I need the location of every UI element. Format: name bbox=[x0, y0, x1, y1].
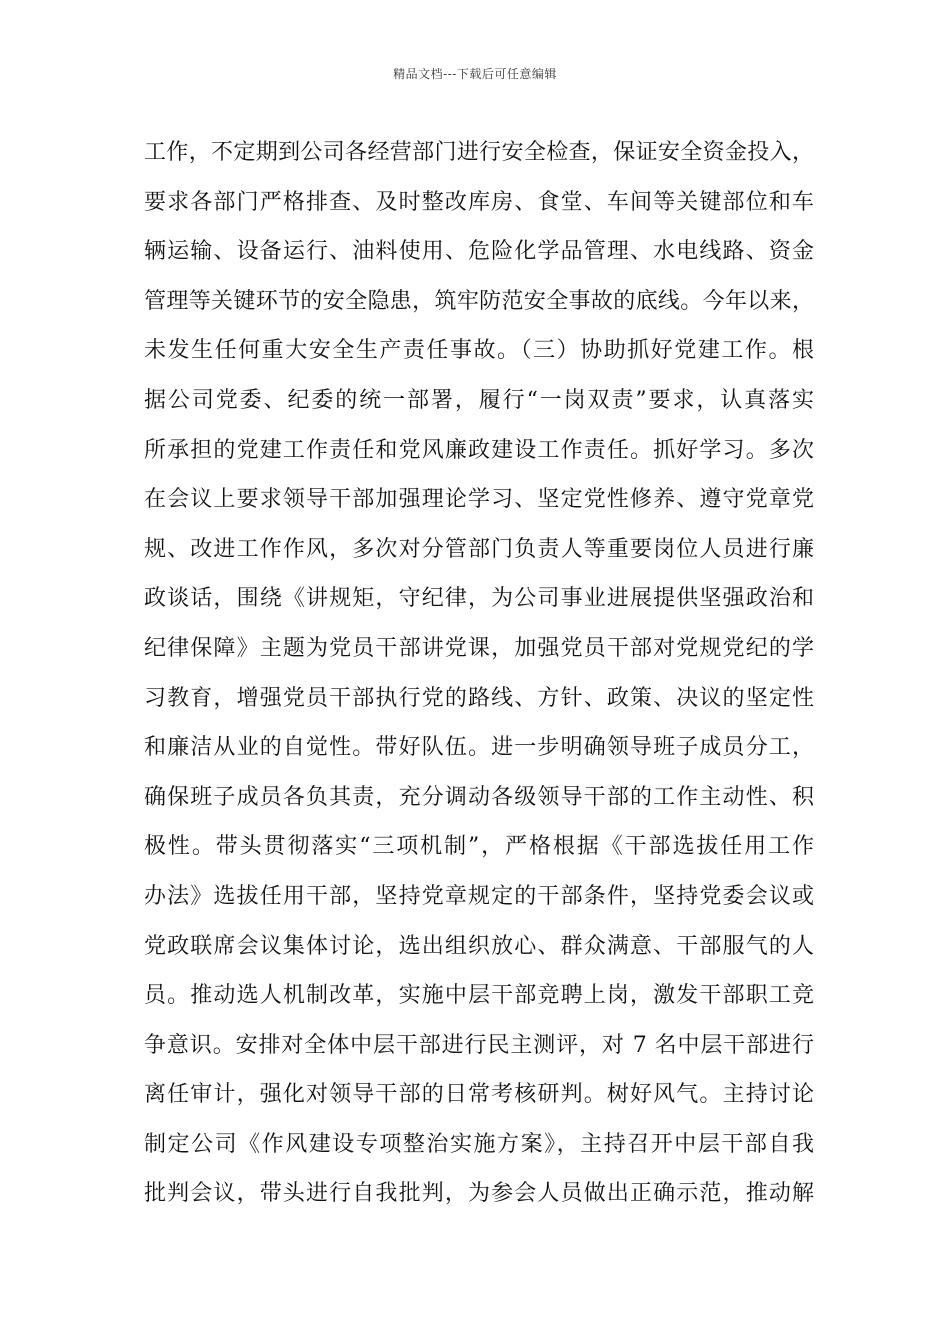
text-line: 批判会议，带头进行自我批判，为参会人员做出正确示范，推动解 bbox=[144, 1181, 814, 1207]
page-header: 精品文档---下载后可任意编辑 bbox=[393, 67, 557, 81]
text-line: 党政联席会议集体讨论，选出组织放心、群众满意、干部服气的人 bbox=[144, 933, 814, 959]
text-line: 争意识。安排对全体中层干部进行民主测评，对 7 名中层干部进行 bbox=[144, 1032, 814, 1058]
text-line: 纪律保障》主题为党员干部讲党课，加强党员干部对党规党纪的学 bbox=[144, 635, 814, 661]
text-line: 制定公司《作风建设专项整治实施方案》，主持召开中层干部自我 bbox=[144, 1131, 814, 1157]
text-line: 和廉洁从业的自觉性。带好队伍。进一步明确领导班子成员分工， bbox=[144, 735, 814, 761]
text-line: 员。推动选人机制改革，实施中层干部竞聘上岗，激发干部职工竞 bbox=[144, 983, 814, 1009]
text-line: 要求各部门严格排查、及时整改库房、食堂、车间等关键部位和车 bbox=[144, 189, 814, 215]
text-line: 未发生任何重大安全生产责任事故。（三）协助抓好党建工作。根 bbox=[144, 338, 814, 364]
text-line: 工作，不定期到公司各经营部门进行安全检查，保证安全资金投入， bbox=[144, 140, 814, 165]
text-line: 习教育，增强党员干部执行党的路线、方针、政策、决议的坚定性 bbox=[144, 685, 814, 711]
text-line: 在会议上要求领导干部加强理论学习、坚定党性修养、遵守党章党 bbox=[144, 487, 814, 513]
text-line: 办法》选拔任用干部，坚持党章规定的干部条件，坚持党委会议或 bbox=[144, 883, 814, 909]
body-text bbox=[144, 128, 814, 1219]
text-line: 确保班子成员各负其责，充分调动各级领导干部的工作主动性、积 bbox=[144, 784, 814, 810]
text-line: 规、改进工作作风，多次对分管部门负责人等重要岗位人员进行廉 bbox=[144, 536, 814, 562]
text-line: 离任审计，强化对领导干部的日常考核研判。树好风气。主持讨论 bbox=[144, 1082, 814, 1108]
text-line: 据公司党委、纪委的统一部署，履行“一岗双责”要求，认真落实 bbox=[144, 387, 814, 413]
text-line: 政谈话，围绕《讲规矩，守纪律，为公司事业进展提供坚强政治和 bbox=[144, 586, 814, 612]
text-line: 管理等关键环节的安全隐患，筑牢防范安全事故的底线。今年以来， bbox=[144, 288, 814, 314]
text-line: 辆运输、设备运行、油料使用、危险化学品管理、水电线路、资金 bbox=[144, 239, 814, 265]
text-line: 极性。带头贯彻落实“三项机制”，严格根据《干部选拔任用工作 bbox=[144, 834, 814, 860]
text-line: 所承担的党建工作责任和党风廉政建设工作责任。抓好学习。多次 bbox=[144, 437, 814, 463]
